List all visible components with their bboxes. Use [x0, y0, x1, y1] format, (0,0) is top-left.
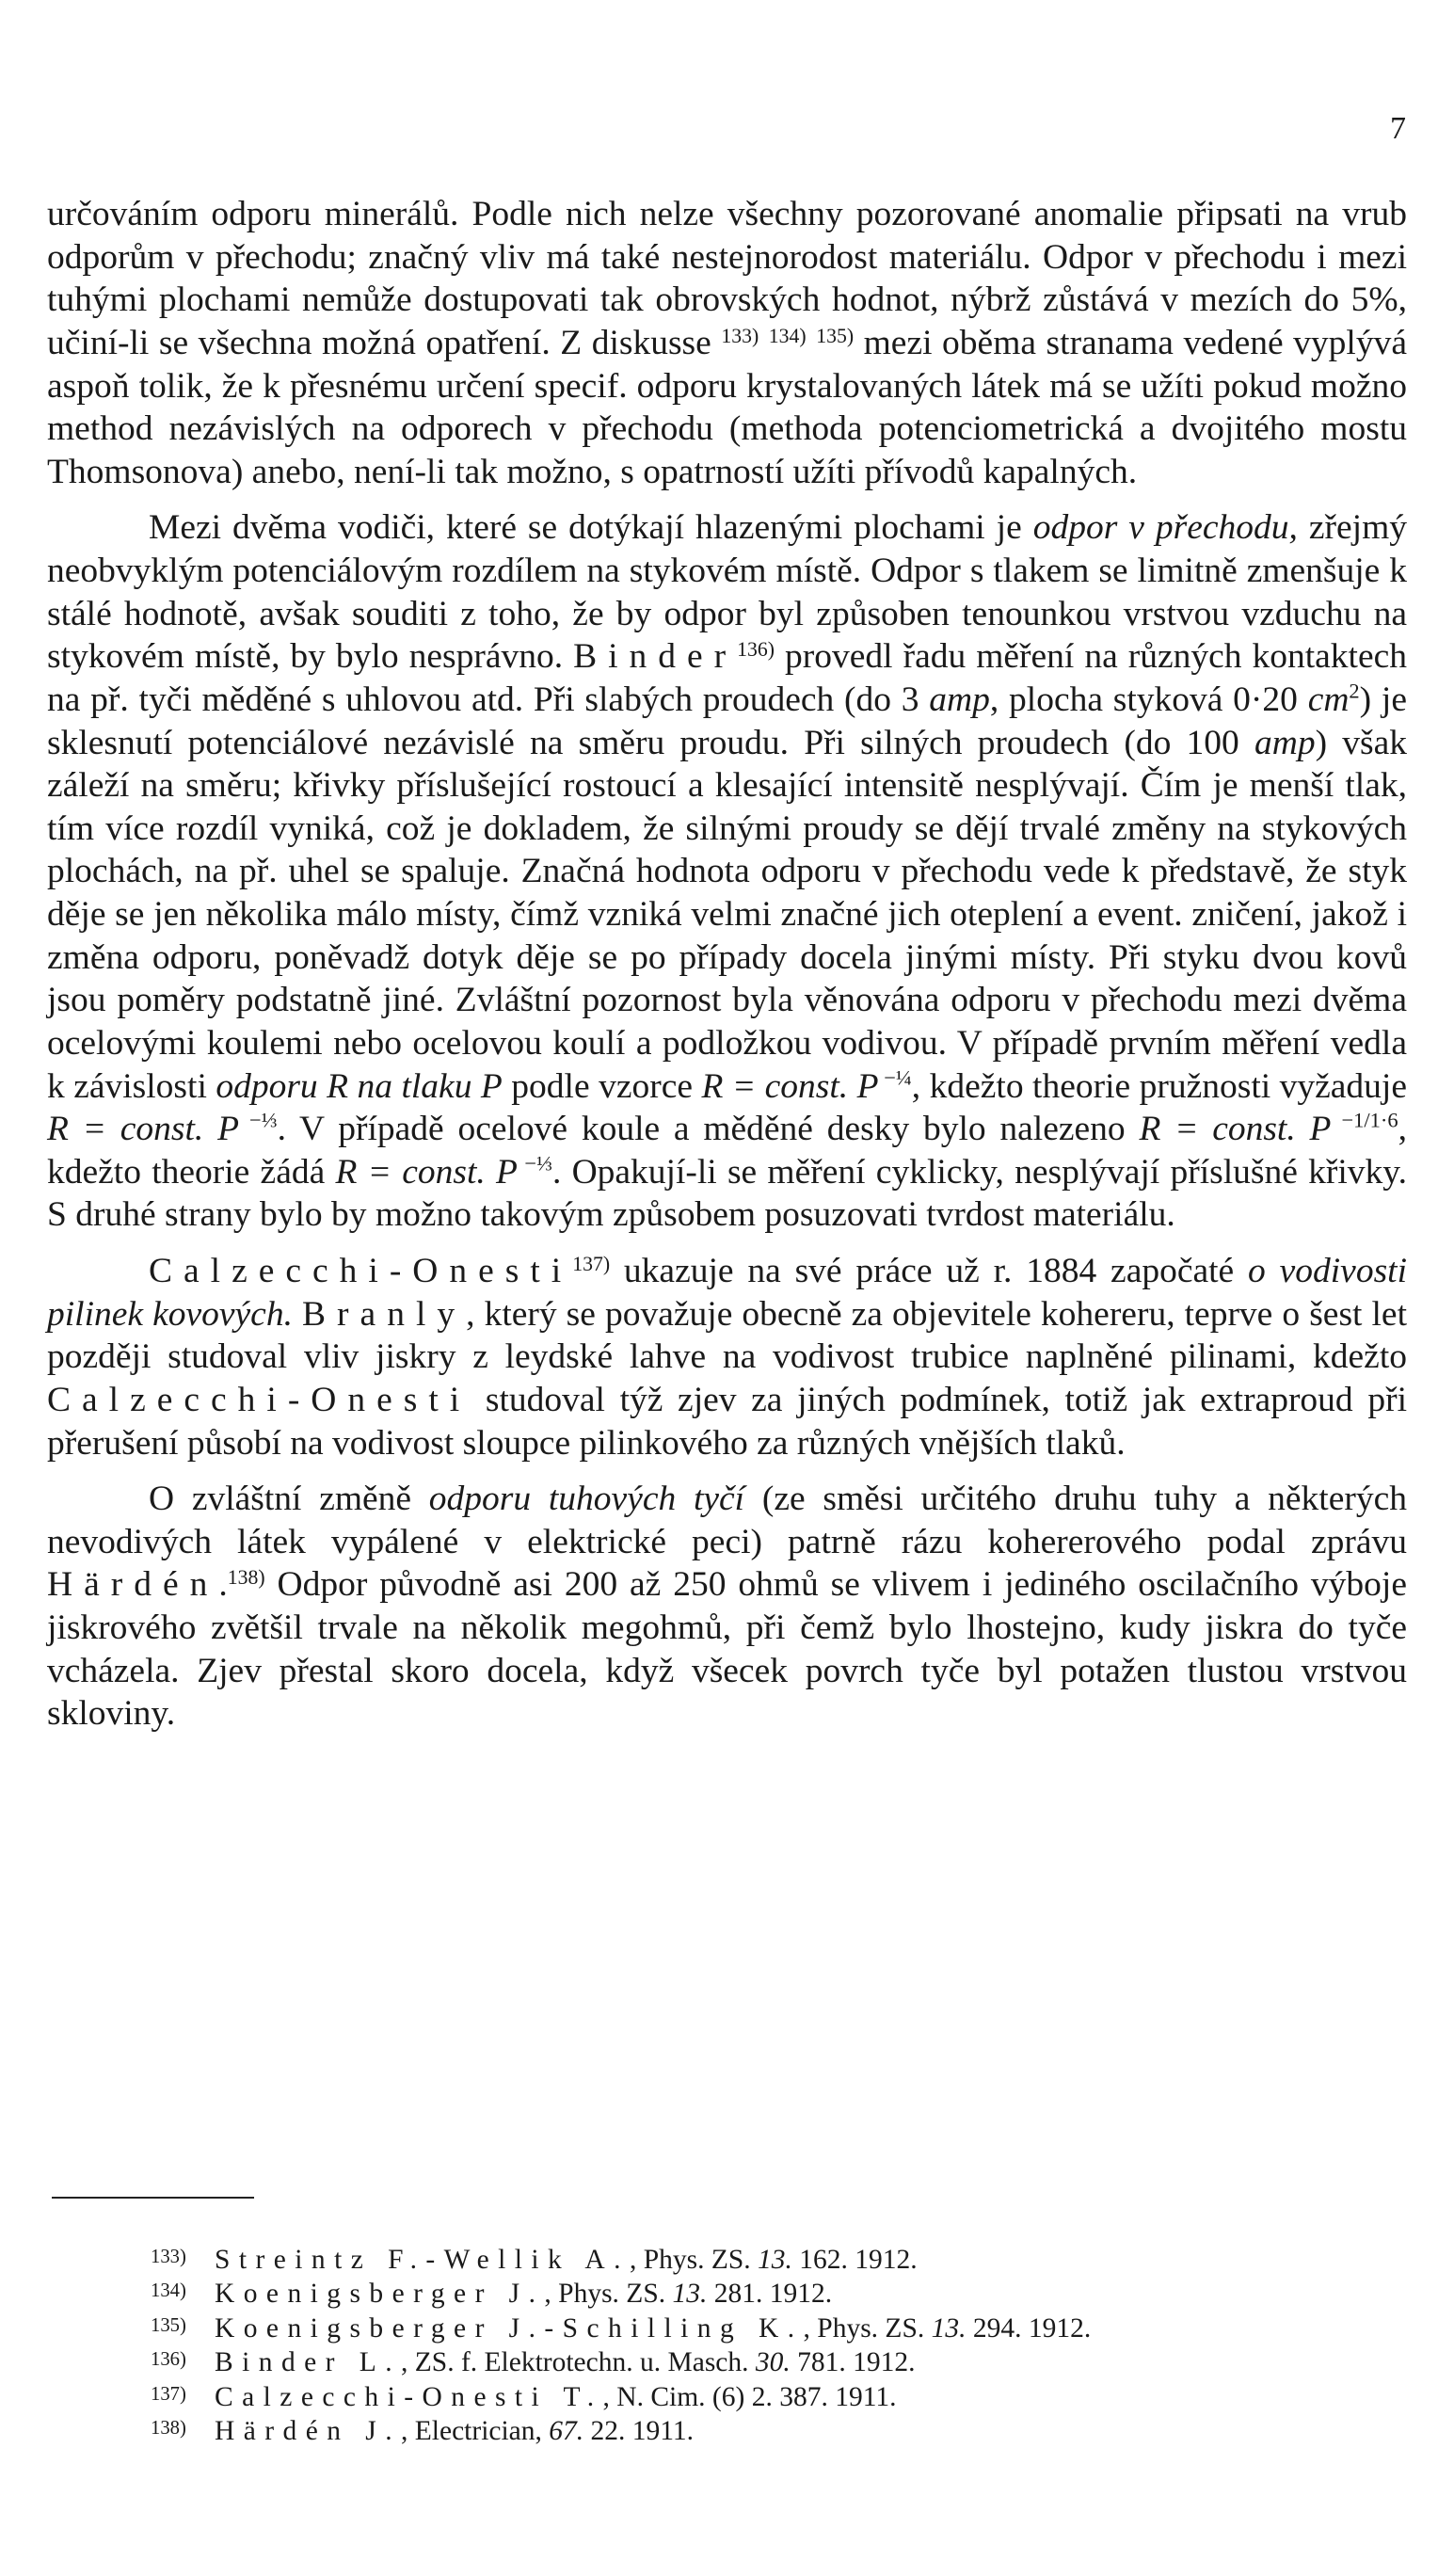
text-run — [293, 1295, 302, 1334]
text-run: 162. 1912. — [791, 2245, 918, 2275]
italic-text: amp — [929, 680, 990, 719]
exponent: −1/1·6 — [1331, 1108, 1398, 1132]
paragraph — [47, 1250, 1407, 1464]
footnote — [151, 2243, 1398, 2277]
author-name: Calzecchi-Onesti — [47, 1380, 471, 1419]
text-run: , Phys. ZS. — [803, 2312, 932, 2344]
italic-text: 67. — [549, 2416, 584, 2447]
author-name: Calzecchi-Onesti — [149, 1252, 573, 1290]
footnote-number: 136) — [151, 2349, 186, 2371]
text-run: 281. 1912. — [707, 2279, 833, 2310]
footnote-reference[interactable]: 138) — [227, 1566, 265, 1590]
text-run: 781. 1912. — [790, 2347, 916, 2378]
text-run — [807, 324, 817, 362]
text-run: studoval týž zjev za jiných podmínek, totiž jak extraproud při přerušení působí na vodivost sloupce pilinkového za různých vnějších tlaků. — [47, 1380, 1407, 1463]
author-name: Koenigsberger J. — [215, 2279, 545, 2310]
text-run: 294. 1912. — [966, 2312, 1092, 2344]
text-run: , kdežto theorie žádá — [47, 1110, 1408, 1192]
text-run — [759, 324, 769, 362]
footnote-number: 138) — [151, 2417, 186, 2439]
footnote-number: 137) — [151, 2383, 186, 2405]
body-text — [47, 193, 1407, 1736]
paragraph — [47, 506, 1407, 1237]
footnote-reference[interactable]: 137) — [572, 1253, 611, 1276]
italic-text: 30. — [755, 2347, 791, 2378]
author-name: Härdén J. — [215, 2416, 402, 2447]
footnote-number: 133) — [151, 2246, 186, 2267]
text-run: podle vzorce — [502, 1066, 702, 1106]
author-name: Streintz F.-Wellik A. — [215, 2245, 630, 2275]
footnote-number: 134) — [151, 2280, 186, 2302]
footnote-reference[interactable]: 135) — [816, 324, 855, 347]
exponent: −⅓ — [238, 1108, 278, 1132]
text-run: určováním odporu minerálů. Podle nich nelze všechny pozorované anomalie připsati na vrub odporům v přechodu; značný vliv má také nestejnorodost materiálu. Odpor v přechodu i mezi tuhými plochami nemůže dostupovati tak obrovských hodnot, nýbrž zůstává v mezích do 5%, učiní-li se všechna možná opatření. Z diskusse — [47, 195, 1407, 362]
author-name: Koenigsberger J.-Schilling K. — [215, 2312, 804, 2344]
footnote-divider — [52, 2197, 254, 2199]
text-run: , ZS. f. Elektrotechn. u. Masch. — [401, 2347, 756, 2378]
text-run: , Phys. ZS. — [544, 2279, 673, 2310]
author-name: Binder — [573, 637, 738, 677]
footnote — [151, 2277, 1398, 2311]
text-run: ) však záleží na směru; křivky příslušející rostoucí a klesající intensitě nesplývají. Čím je menší tlak, tím více rozdíl vyniká, což je dokladem, že silnými proudy se dějí trvalé změny na stykových plochách, na př. uhel se spaluje. Značná hodnota odporu v přechodu vede k představě, že styk děje se jen několika málo místy, čímž vzniká velmi značné jich oteplení a event. zničení, jakož i změna odporu, poněvadž dotyk děje se po případy docela jinými místy. Při styku dvou kovů jsou poměry podstatně jiné. Zvláštní pozornost byla věnována odporu v přechodu mezi dvěma ocelovými koulemi nebo ocelovou koulí a podložkou vodivou. V případě prvním měření vedla k závislosti — [47, 723, 1407, 1106]
italic-text: 13. — [672, 2279, 708, 2310]
italic-text: odporu tuhových tyčí — [428, 1480, 745, 1519]
italic-text: amp — [1254, 723, 1316, 762]
italic-text: odpor v přechodu, — [1032, 508, 1298, 548]
italic-text: 13. — [758, 2245, 792, 2275]
footnote-reference[interactable]: 136) — [737, 638, 775, 662]
text-run: , N. Cim. (6) 2. 387. 1911. — [602, 2381, 897, 2412]
text-run: , plocha styková 0·20 — [989, 680, 1308, 719]
footnote-number: 135) — [151, 2314, 186, 2336]
italic-text: cm — [1307, 680, 1350, 719]
text-run: ukazuje na své práce už r. 1884 započaté — [610, 1252, 1249, 1290]
text-run: zřejmý neobvyklým potenciálovým rozdílem na stykovém místě. Odpor s tlakem se limitně zmenšuje k stálé hodnotě, avšak souditi z toho, že by odpor byl způsoben tenounkou vrstvou vzduchu na stykovém místě, by bylo nesprávno. — [47, 508, 1407, 677]
footnote — [151, 2312, 1398, 2345]
italic-text: R = const. P — [335, 1152, 518, 1192]
footnote — [151, 2380, 1398, 2414]
author-name: Härdén — [47, 1565, 219, 1605]
paragraph — [47, 1478, 1407, 1736]
footnote-reference[interactable]: 134) — [768, 324, 807, 347]
text-run: Odpor původně asi 200 až 250 ohmů se vlivem i jediného oscilačního výboje jiskrového zvětšil trvale na několik megohmů, při čemž bylo lhostejno, kudy jiskra do tyče vcházela. Zjev přestal skoro docela, když všecek povrch tyče byl potažen tlustou vrstvou skloviny. — [47, 1565, 1407, 1734]
footnotes — [151, 2243, 1398, 2449]
text-run: mezi oběma stranama vedené vyplývá aspoň tolik, že k přesnému určení specif. odporu krystalovaných látek má se užíti pokud možno method nezávislých na odporech v přechodu (methoda potenciometrická a dvojitého mostu Thomsonova) anebo, není-li tak možno, s opatrností užíti přívodů kapalných. — [47, 323, 1407, 491]
italic-text: 13. — [931, 2312, 967, 2344]
text-run: . V případě ocelové koule a měděné desky bylo nalezeno — [277, 1110, 1140, 1149]
text-run: , Phys. ZS. — [629, 2245, 759, 2275]
author-name: Calzecchi-Onesti T. — [215, 2381, 603, 2412]
italic-text: o vodivosti pilinek kovových. — [47, 1252, 1407, 1334]
italic-text: R = const. P — [701, 1066, 879, 1106]
text-run: . Opakují-li se měření cyklicky, nesplývají příslušné křivky. S druhé strany bylo by možno takovým způsobem posuzovati tvrdost materiálu. — [47, 1152, 1407, 1235]
italic-text: R = const. P — [47, 1110, 239, 1149]
exponent: −¼ — [878, 1065, 912, 1089]
text-run: provedl řadu měření na různých kontaktech na př. tyči měděné s uhlovou atd. Při slabých proudech (do 3 — [47, 637, 1408, 719]
footnote — [151, 2345, 1398, 2379]
italic-text: odporu R na tlaku P — [216, 1066, 503, 1106]
text-run: . — [218, 1565, 228, 1605]
author-name: Branly — [302, 1294, 467, 1334]
text-run: , kdežto theorie pružnosti vyžaduje — [911, 1066, 1407, 1106]
exponent: 2 — [1349, 679, 1360, 703]
italic-text: R = const. P — [1139, 1110, 1332, 1149]
text-run: , Electrician, — [401, 2416, 550, 2447]
author-name: Binder L. — [215, 2347, 402, 2378]
page-number: 7 — [1390, 111, 1407, 146]
paragraph — [47, 193, 1407, 493]
text-run: (ze směsi určitého druhu tuhy a některých nevodivých látek vypálené v elektrické peci) patrně rázu kohererového podal zprávu — [47, 1480, 1407, 1561]
text-run: O zvláštní změně — [149, 1480, 429, 1519]
footnote — [151, 2414, 1398, 2448]
text-run: 22. 1911. — [583, 2416, 695, 2447]
text-run: Mezi dvěma vodiči, které se dotýkají hlazenými plochami je — [149, 508, 1033, 548]
text-run: , který se považuje obecně za objevitele kohereru, teprve o šest let později studoval vliv jiskry z leydské lahve na vodivost trubice naplněné pilinami, kdežto — [47, 1294, 1407, 1377]
exponent: −⅓ — [517, 1151, 552, 1176]
footnote-reference[interactable]: 133) — [721, 324, 759, 347]
text-run: ) je sklesnutí potenciálové nezávislé na směru proudu. Při silných proudech (do 100 — [47, 680, 1407, 762]
